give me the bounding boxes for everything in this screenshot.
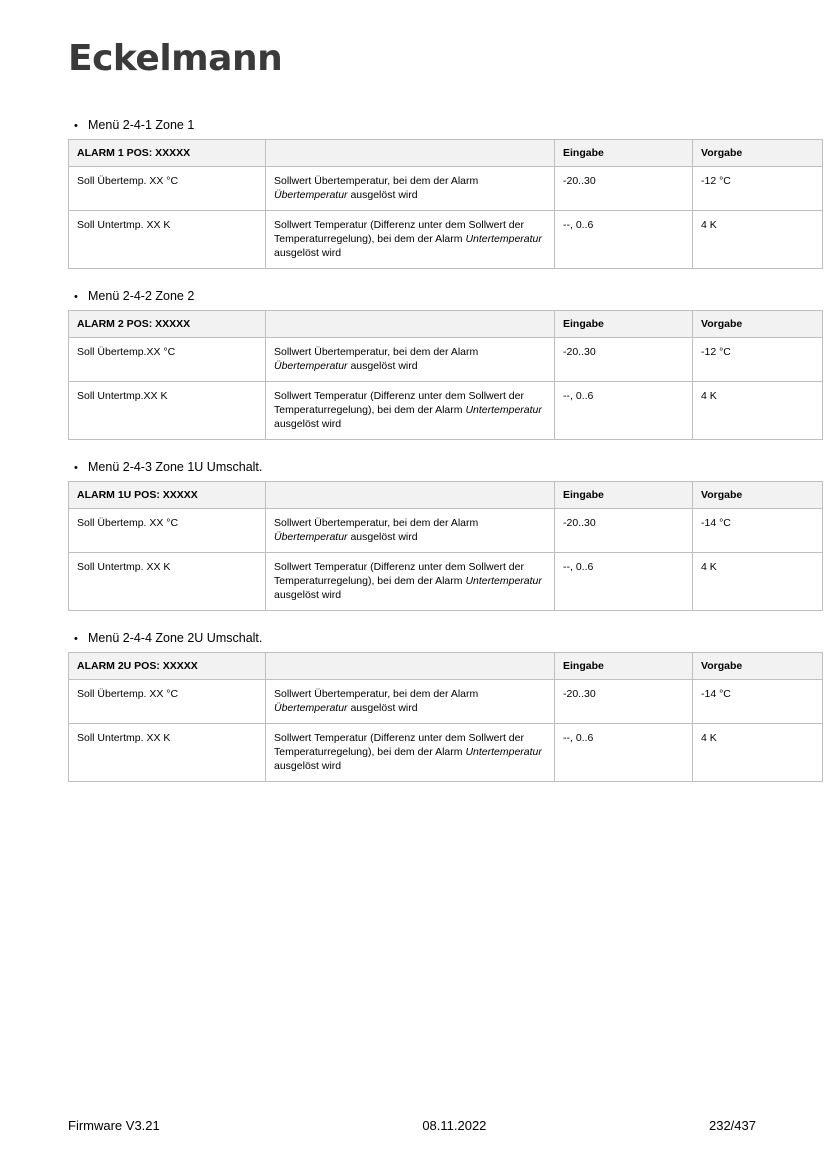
column-header-default: Vorgabe — [693, 653, 823, 680]
cell-default-value: -14 °C — [693, 509, 823, 553]
footer-date: 08.11.2022 — [422, 1118, 487, 1133]
spec-table-4 — [68, 652, 823, 782]
section-heading-3 — [68, 460, 756, 475]
desc-italic: Übertemperatur — [274, 702, 348, 714]
cell-input-range: -20..30 — [555, 680, 693, 724]
column-header-input: Eingabe — [555, 311, 693, 338]
desc-pre: Sollwert Übertemperatur, bei dem der Alarm — [274, 175, 479, 187]
column-header-desc — [266, 311, 555, 338]
cell-param: Soll Untertmp.XX K — [69, 382, 266, 440]
desc-italic: Untertemperatur — [465, 746, 542, 758]
cell-default-value: 4 K — [693, 724, 823, 782]
desc-pre: Sollwert Übertemperatur, bei dem der Alarm — [274, 517, 479, 529]
cell-input-range: --, 0..6 — [555, 382, 693, 440]
document-content — [68, 118, 756, 784]
desc-pre: Sollwert Temperatur (Differenz unter dem Sollwert der Temperaturregelung), bei dem der Alarm — [274, 561, 524, 587]
page-footer — [68, 1118, 756, 1133]
cell-description — [266, 382, 555, 440]
desc-post: ausgelöst wird — [274, 247, 342, 259]
cell-default-value: -14 °C — [693, 680, 823, 724]
table-header-row — [69, 653, 823, 680]
cell-param: Soll Übertemp. XX °C — [69, 680, 266, 724]
desc-post: ausgelöst wird — [347, 531, 418, 543]
desc-pre: Sollwert Übertemperatur, bei dem der Alarm — [274, 346, 479, 358]
cell-param: Soll Übertemp. XX °C — [69, 167, 266, 211]
desc-italic: Übertemperatur — [274, 531, 348, 543]
column-header-param: ALARM 2U POS: XXXXX — [69, 653, 266, 680]
desc-post: ausgelöst wird — [347, 189, 418, 201]
cell-description — [266, 509, 555, 553]
cell-description — [266, 167, 555, 211]
cell-description — [266, 724, 555, 782]
column-header-default: Vorgabe — [693, 482, 823, 509]
section-heading-label: Menü 2-4-4 Zone 2U Umschalt. — [88, 631, 263, 645]
bullet-icon: • — [74, 120, 78, 132]
column-header-desc — [266, 653, 555, 680]
column-header-input: Eingabe — [555, 482, 693, 509]
desc-pre: Sollwert Temperatur (Differenz unter dem Sollwert der Temperaturregelung), bei dem der Alarm — [274, 219, 524, 245]
table-row — [69, 680, 823, 724]
table-header-row — [69, 140, 823, 167]
cell-input-range: -20..30 — [555, 509, 693, 553]
cell-description — [266, 680, 555, 724]
cell-input-range: --, 0..6 — [555, 553, 693, 611]
cell-param: Soll Untertmp. XX K — [69, 211, 266, 269]
bullet-icon: • — [74, 291, 78, 303]
section-heading-1 — [68, 118, 756, 133]
table-row — [69, 167, 823, 211]
company-logo: Eckelmann — [68, 38, 283, 79]
section-heading-4 — [68, 631, 756, 646]
cell-param: Soll Übertemp. XX °C — [69, 509, 266, 553]
cell-description — [266, 553, 555, 611]
desc-post: ausgelöst wird — [347, 360, 418, 372]
column-header-param: ALARM 1 POS: XXXXX — [69, 140, 266, 167]
desc-italic: Untertemperatur — [465, 575, 542, 587]
footer-firmware: Firmware V3.21 — [68, 1118, 160, 1133]
desc-post: ausgelöst wird — [274, 418, 342, 430]
column-header-input: Eingabe — [555, 140, 693, 167]
table-row — [69, 211, 823, 269]
desc-pre: Sollwert Temperatur (Differenz unter dem Sollwert der Temperaturregelung), bei dem der Alarm — [274, 732, 524, 758]
table-row — [69, 724, 823, 782]
column-header-param: ALARM 1U POS: XXXXX — [69, 482, 266, 509]
desc-pre: Sollwert Temperatur (Differenz unter dem Sollwert der Temperaturregelung), bei dem der Alarm — [274, 390, 524, 416]
spec-table-1 — [68, 139, 823, 269]
column-header-input: Eingabe — [555, 653, 693, 680]
column-header-default: Vorgabe — [693, 311, 823, 338]
bullet-icon: • — [74, 633, 78, 645]
column-header-desc — [266, 140, 555, 167]
column-header-param: ALARM 2 POS: XXXXX — [69, 311, 266, 338]
cell-input-range: --, 0..6 — [555, 724, 693, 782]
desc-post: ausgelöst wird — [274, 589, 342, 601]
column-header-desc — [266, 482, 555, 509]
section-heading-2 — [68, 289, 756, 304]
cell-input-range: -20..30 — [555, 338, 693, 382]
column-header-default: Vorgabe — [693, 140, 823, 167]
footer-page-number: 232/437 — [708, 1118, 756, 1133]
cell-param: Soll Untertmp. XX K — [69, 553, 266, 611]
desc-italic: Übertemperatur — [274, 189, 348, 201]
spec-table-2 — [68, 310, 823, 440]
cell-description — [266, 211, 555, 269]
section-heading-label: Menü 2-4-2 Zone 2 — [88, 289, 195, 303]
table-row — [69, 553, 823, 611]
cell-input-range: --, 0..6 — [555, 211, 693, 269]
section-heading-label: Menü 2-4-1 Zone 1 — [88, 118, 195, 132]
cell-description — [266, 338, 555, 382]
desc-post: ausgelöst wird — [347, 702, 418, 714]
cell-default-value: -12 °C — [693, 167, 823, 211]
desc-italic: Untertemperatur — [465, 404, 542, 416]
desc-italic: Untertemperatur — [465, 233, 542, 245]
table-row — [69, 338, 823, 382]
cell-default-value: -12 °C — [693, 338, 823, 382]
desc-pre: Sollwert Übertemperatur, bei dem der Alarm — [274, 688, 479, 700]
table-row — [69, 509, 823, 553]
cell-default-value: 4 K — [693, 553, 823, 611]
section-heading-label: Menü 2-4-3 Zone 1U Umschalt. — [88, 460, 263, 474]
cell-param: Soll Übertemp.XX °C — [69, 338, 266, 382]
desc-post: ausgelöst wird — [274, 760, 342, 772]
cell-default-value: 4 K — [693, 382, 823, 440]
bullet-icon: • — [74, 462, 78, 474]
spec-table-3 — [68, 481, 823, 611]
table-header-row — [69, 482, 823, 509]
cell-param: Soll Untertmp. XX K — [69, 724, 266, 782]
table-header-row — [69, 311, 823, 338]
desc-italic: Übertemperatur — [274, 360, 348, 372]
cell-default-value: 4 K — [693, 211, 823, 269]
cell-input-range: -20..30 — [555, 167, 693, 211]
table-row — [69, 382, 823, 440]
